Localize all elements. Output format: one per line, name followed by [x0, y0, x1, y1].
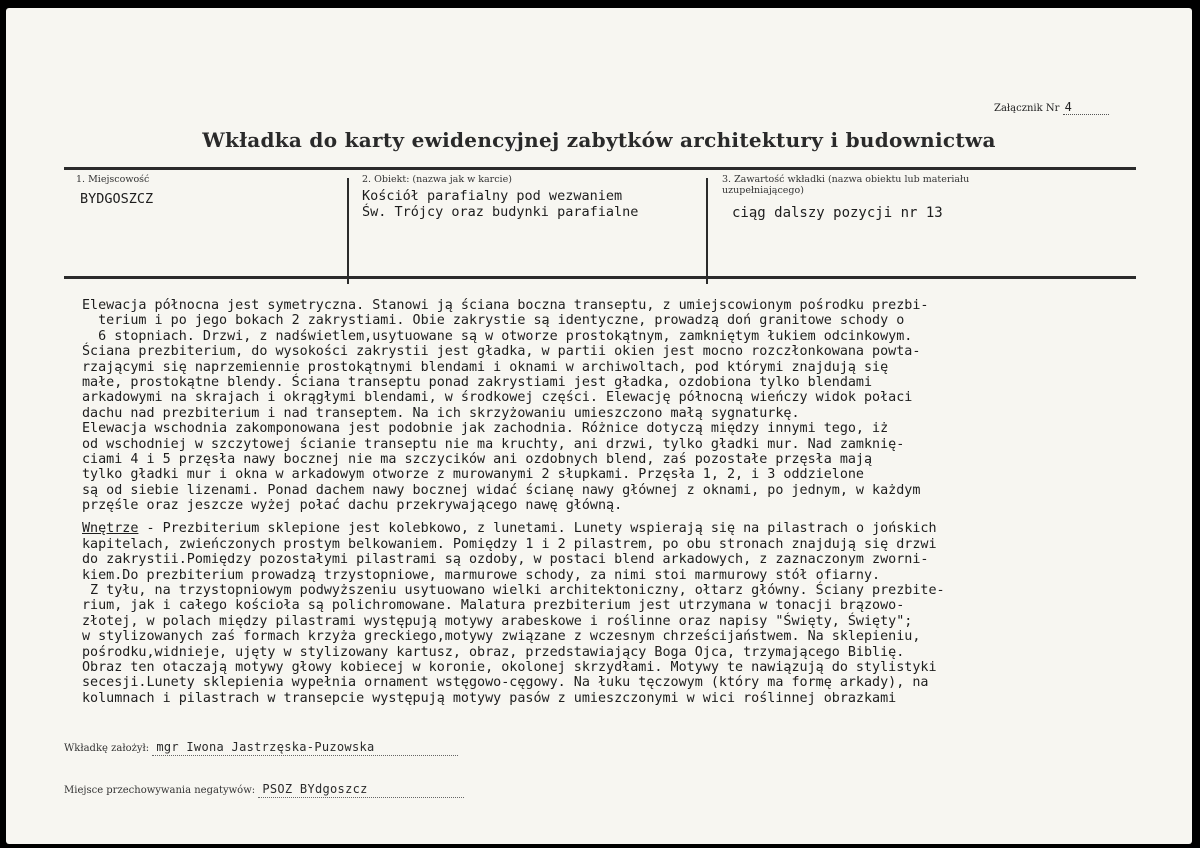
text-line: złotej, w polach między pilastrami występują motywy arabeskowe i roślinne oraz napisy "Święty, Święty"; — [82, 613, 913, 629]
text-line — [82, 521, 1152, 536]
text-line: pośrodku,widnieje, ujęty w stylizowany kartusz, obraz, przedstawiający Boga Ojca, trzymającego Biblię. — [82, 644, 905, 660]
attachment-number-value: 4 — [1063, 100, 1109, 115]
text-line: ciami 4 i 5 przęsła nawy bocznej nie ma szczycików ani ozdobnych blend, zaś pozostałe przęsła mają — [82, 451, 873, 467]
header-top-rule — [64, 167, 1136, 170]
prepared-by-label: Wkładkę założył: — [64, 743, 150, 754]
text-line: rium, jak i całego kościoła są polichromowane. Malatura prezbiterium jest utrzymana w tonacji brązowo- — [82, 598, 905, 614]
text-line: kapitelach, zwieńczonych prostym belkowaniem. Pomiędzy 1 i 2 pilastrem, po obu stronach znajdują się drzwi — [82, 536, 937, 552]
text-line: kolumnach i pilastrach w transepcie występują motywy pasów z umieszczonymi w wici roślinnej obrazkami — [82, 690, 897, 706]
object-value — [362, 188, 638, 220]
column-divider-2 — [706, 178, 708, 284]
text-line: Elewacja północna jest symetryczna. Stanowi ją ściana boczna transeptu, z umiejscowionym pośrodku prezbi- — [82, 298, 929, 313]
prepared-by-value: mgr Iwona Jastrzęska-Puzowska — [152, 740, 458, 756]
negatives-value: PSOZ BYdgoszcz — [258, 782, 464, 798]
negatives-row — [64, 782, 464, 798]
text-line: Ściana prezbiterium, do wysokości zakrystii jest gładka, w partii okien jest mocno rozczłonkowana powta- — [82, 344, 921, 360]
text-line: od wschodniej w szczytowej ścianie transeptu nie ma kruchty, ani drzwi, tylko gładki mur. Nad zamknię- — [82, 436, 905, 452]
location-value: BYDGOSZCZ — [80, 191, 154, 207]
text-line: w stylizowanych zaś formach krzyża greckiego,motywy związane z wczesnym chrześcijaństwem. Na sklepieniu, — [82, 629, 921, 645]
text-line: tylko gładki mur i okna w arkadowym otworze z murowanymi 2 słupkami. Przęsła 1, 2, i 3 oddzielone — [82, 467, 864, 483]
text-line: Z tyłu, na trzystopniowym podwyższeniu usytuowano wielki architektoniczny, ołtarz główny. Ściany prezbite- — [82, 583, 945, 599]
text-line: arkadowymi na skrajach i okrągłymi blendami, w środkowej części. Elewację północną wieńczy widok połaci — [82, 390, 913, 406]
attachment-number — [994, 100, 1109, 115]
text-line: są od siebie lizenami. Ponad dachem nawy bocznej widać ścianę nawy głównej z oknami, po jednym, w każdym — [82, 482, 921, 498]
column-divider-1 — [347, 178, 349, 284]
header-bottom-rule — [64, 276, 1136, 279]
document-card — [6, 8, 1192, 844]
text-line: secesji.Lunety sklepienia wypełnia ornament wstęgowo-cęgowy. Na łuku tęczowym (który ma formę arkady), na — [82, 675, 929, 691]
text-line: Elewacja wschodnia zakomponowana jest podobnie jak zachodnia. Różnice dotyczą między innymi tego, iż — [82, 421, 889, 437]
text-line: kiem.Do prezbiterium prowadzą trzystopniowe, marmurowe schody, za nimi stoi marmurowy stół ofiarny. — [82, 567, 881, 583]
interior-heading: Wnętrze — [82, 521, 139, 537]
contents-value: ciąg dalszy pozycji nr 13 — [732, 205, 943, 221]
object-label: 2. Obiekt: (nazwa jak w karcie) — [362, 174, 512, 185]
text-line: rzającymi się naprzemiennie prostokątnymi blendami i oknami w archiwoltach, pod którymi znajdują się — [82, 359, 889, 375]
text-line: do zakrystii.Pomiędzy pozostałymi pilastrami są ozdoby, w postaci blend arkadowych, z zaznaczonym zworni- — [82, 552, 929, 568]
object-value-line: Kościół parafialny pod wezwaniem — [362, 188, 623, 204]
location-label: 1. Miejscowość — [76, 174, 150, 185]
contents-label-line: 3. Zawartość wkładki (nazwa obiektu lub materiału — [722, 174, 970, 185]
description-text — [82, 298, 1152, 706]
document-title: Wkładka do karty ewidencyjnej zabytków architektury i budownictwa — [202, 128, 996, 152]
contents-label-line: uzupełniającego) — [722, 185, 804, 196]
prepared-by-row — [64, 740, 458, 756]
negatives-label: Miejsce przechowywania negatywów: — [64, 785, 256, 796]
text-line: 6 stopniach. Drzwi, z nadświetlem,usytuowane są w otworze prostokątnym, zamkniętym łukiem odcinkowym. — [82, 328, 913, 344]
attachment-label: Załącznik Nr — [994, 103, 1060, 114]
text-line-rest: - Prezbiterium sklepione jest kolebkowo, z lunetami. Lunety wspierają się na pilastrach o jońskich — [138, 521, 937, 537]
contents-label — [722, 174, 969, 196]
text-line: przęśle oraz jeszcze wyżej połać dachu przekrywającego nawę główną. — [82, 498, 623, 514]
text-line: terium i po jego bokach 2 zakrystiami. Obie zakrystie są identyczne, prowadzą doń granitowe schody o — [82, 313, 905, 329]
text-line: małe, prostokątne blendy. Ściana transeptu ponad zakrystiami jest gładka, ozdobiona tylko blendami — [82, 374, 873, 390]
text-line: Obraz ten otaczają motywy głowy kobiecej w koronie, okolonej skrzydłami. Motywy te nawiązują do stylistyki — [82, 659, 937, 675]
object-value-line: Św. Trójcy oraz budynki parafialne — [362, 204, 639, 220]
text-line: dachu nad prezbiterium i nad transeptem. Na ich skrzyżowaniu umieszczono małą sygnaturkę. — [82, 405, 800, 421]
